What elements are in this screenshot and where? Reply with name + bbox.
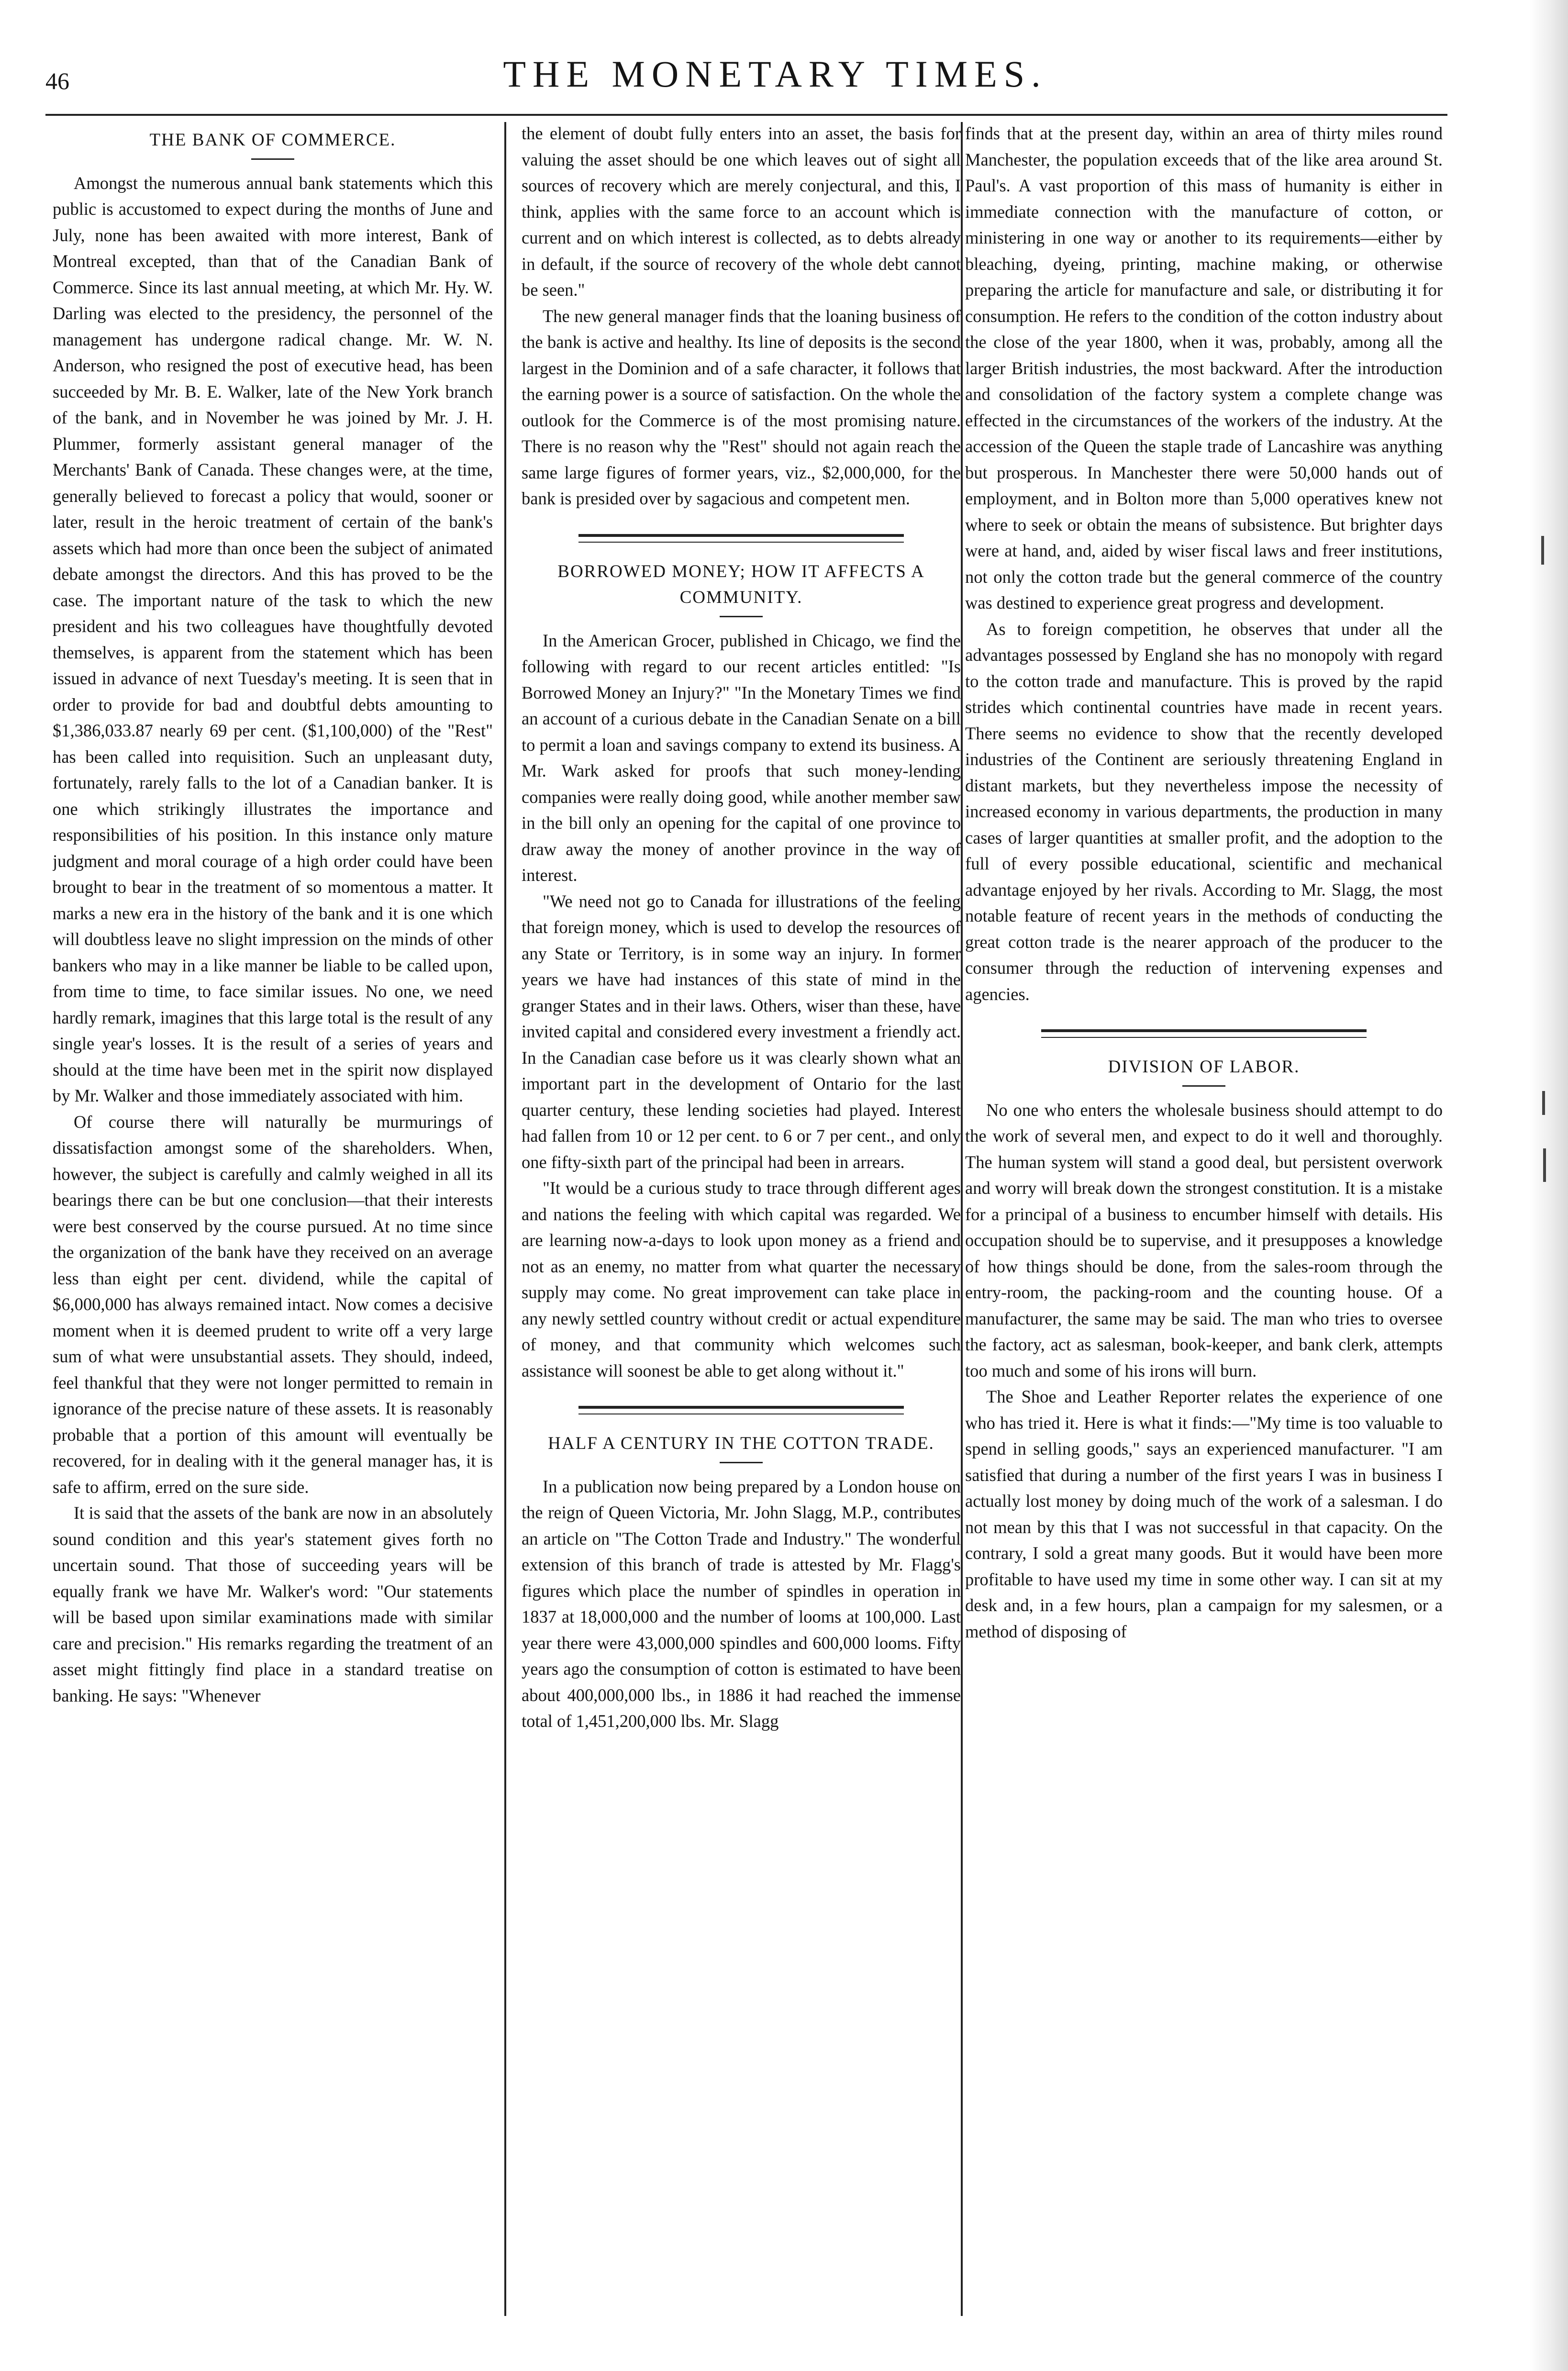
column-2 — [522, 121, 961, 2322]
page-edge-mark — [1543, 1148, 1546, 1182]
heading-rule — [1182, 1085, 1225, 1087]
paragraph: In a publication now being prepared by a London house on the reign of Queen Victoria, Mr. John Slagg, M.P., contributes an article on "The Cotton Trade and Industry." The wonderful extension of this branch of trade is attested by Mr. Flagg's figures which place the number of spindles in operation in 1837 at 18,000,000 and the number of looms at 100,000. Last year there were 43,000,000 spindles and 600,000 looms. Fifty years ago the consumption of cotton is estimated to have been about 400,000,000 lbs., in 1886 it had reached the immense total of 1,451,200,000 lbs. Mr. Slagg — [522, 1476, 961, 1731]
paragraph: "We need not go to Canada for illustrations of the feeling that foreign money, which is used to develop the resources of any State or Territory, is in some way an injury. In former years we have had instances of this state of mind in the granger States and in their laws. Others, wiser than these, have invited capital and considered every investment a friendly act. In the Canadian case before us it was clearly shown what an important part in the development of Ontario for the last quarter century, these lending societies had played. Interest had fallen from 10 or 12 per cent. to 6 or 7 per cent., and only one fifty-sixth part of the principal had been in arrears. — [522, 891, 961, 1172]
page-number: 46 — [45, 67, 69, 94]
paragraph: Of course there will naturally be murmurings of dissatisfaction amongst some of the shareholders. When, however, the subject is carefully and calmly weighed in all its bearings there can be but one conclusion—that their interests were best conserved by the course pursued. At no time since the organization of the bank have they received on an average less than eight per cent. dividend, while the capital of $6,000,000 has always remained intact. Now comes a decisive moment when it is deemed prudent to write off a very large sum of what were unsubstantial assets. They should, indeed, feel thankful that they were not longer permitted to remain in ignorance of the precise nature of these assets. It is reasonably probable that a portion of this amount will eventually be recovered, for in dealing with it the general manager has, it is safe to affirm, erred on the sure side. — [53, 1112, 493, 1497]
heading-rule — [251, 158, 294, 160]
heading-rule — [720, 1462, 763, 1463]
paragraph: The Shoe and Leather Reporter relates the experience of one who has tried it. Here is what it finds:—"My time is too valuable to spend in selling goods," says an experienced manufacturer. "I am satisfied that during a number of the first years I was in business I actually lost money by doing much of the work of a salesman. I do not mean by this that I was not successful in that capacity. On the contrary, I sold a great many goods. But it would have been more profitable to have used my time in some other way. I can sit at my desk and, in a few hours, plan a campaign for my salesmen, or a method of disposing of — [965, 1387, 1443, 1641]
paragraph: It is said that the assets of the bank are now in an absolutely sound condition and this year's statement gives forth no uncertain sound. That those of succeeding years will be equally frank we have Mr. Walker's word: "Our statements will be based upon similar examinations made with similar care and precision." His remarks regarding the treatment of an asset might fittingly find place in a standard treatise on banking. He says: "Whenever — [53, 1503, 493, 1705]
paragraph: No one who enters the wholesale business should attempt to do the work of several men, and expect to do it well and thoroughly. The human system will stand a good deal, but persistent overwork and worry will break down the strongest constitution. It is a mistake for a principal of a business to encumber himself with details. His occupation should be to supervise, and it presupposes a knowledge of how things should be done, from the sales-room through the entry-room, the packing-room and the counting house. Of a manufacturer, the same may be said. The man who tries to oversee the factory, act as salesman, book-keeper, and bank clerk, attempts too much and some of his irons will burn. — [965, 1100, 1443, 1380]
masthead-title: THE MONETARY TIMES. — [503, 53, 1047, 95]
section-divider — [578, 1406, 904, 1414]
section-divider — [1041, 1029, 1367, 1038]
column-3 — [965, 121, 1443, 2322]
paragraph: As to foreign competition, he observes that under all the advantages possessed by England she has no monopoly with regard to the cotton trade and manufacture. This is proved by the rapid strides which continental countries have made in recent years. There seems no evidence to show that the recently developed industries of the Continent are seriously threatening England in distant markets, but they nevertheless impose the necessity of increased economy in various departments, the production in many cases of larger quantities at smaller profit, and the adoption to the full of every possible educational, scientific and mechanical advantage enjoyed by her rivals. According to Mr. Slagg, the most notable feature of recent years in the methods of conducting the great cotton trade is the nearer approach of the producer to the consumer through the reduction of intervening expenses and agencies. — [965, 619, 1443, 1004]
paragraph: The new general manager finds that the loaning business of the bank is active and healthy. Its line of deposits is the second largest in the Dominion and of a safe character, it follows that the earning power is a source of satisfaction. On the whole the outlook for the Commerce is of the most promising nature. There is no reason why the "Rest" should not again reach the same large figures of former years, viz., $2,000,000, for the bank is presided over by sagacious and competent men. — [522, 306, 961, 508]
header-rule — [45, 114, 1447, 116]
section-divider — [578, 534, 904, 543]
paragraph: the element of doubt fully enters into an asset, the basis for valuing the asset should be one which leaves out of sight all sources of recovery which are merely conjectural, and this, I think, applies with the same force to an account which is current and on which interest is collected, as to debts already in default, if the source of recovery of the whole debt cannot be seen." — [522, 123, 961, 300]
paragraph: "It would be a curious study to trace through different ages and nations the feeling with which capital was regarded. We are learning now-a-days to look upon money as a friend and not as an enemy, no matter from what quarter the necessary supply may come. No great improvement can take place in any newly settled country without credit or actual expenditure of money, and that community which welcomes such assistance will soonest be able to get along without it." — [522, 1178, 961, 1380]
article-heading-bank-of-commerce: THE BANK OF COMMERCE. — [149, 130, 396, 150]
article-heading-cotton-trade: HALF A CENTURY IN THE COTTON TRADE. — [548, 1434, 934, 1453]
column-1 — [53, 121, 493, 2322]
article-heading-division-of-labor: DIVISION OF LABOR. — [1108, 1057, 1300, 1077]
paragraph: Amongst the numerous annual bank statements which this public is accustomed to expect during the months of June and July, none has been awaited with more interest, Bank of Montreal excepted, than that of the Canadian Bank of Commerce. Since its last annual meeting, at which Mr. Hy. W. Darling was elected to the presidency, the personnel of the management has undergone radical change. Mr. W. N. Anderson, who resigned the post of executive head, has been succeeded by Mr. B. E. Walker, late of the New York branch of the bank, and in November he was joined by Mr. J. H. Plummer, formerly assistant general manager of the Merchants' Bank of Canada. These changes were, at the time, generally believed to forecast a policy that would, sooner or later, result in the heroic treatment of certain of the bank's assets which had more than once been the subject of animated debate amongst the directors. And this has proved to be the case. The important nature of the task to which the new president and his two colleagues have thoughtfully devoted themselves, is apparent from the statement which has been issued in advance of next Tuesday's meeting. It is seen that in order to provide for bad and doubtful debts amounting to $1,386,033.87 nearly 69 per cent. ($1,100,000) of the "Rest" has been called into requisition. Such an unpleasant duty, fortunately, rarely falls to the lot of a Canadian banker. It is one which strikingly illustrates the importance and responsibilities of his position. In this instance only mature judgment and moral courage of a high order could have been brought to bear in the treatment of so momentous a matter. It marks a new era in the history of the bank and it is one which will doubtless leave no slight impression on the minds of other bankers who may in a like manner be liable to be called upon, from time to time, to face similar issues. No one, we need hardly remark, imagines that this large total is the result of any single year's losses. It is the result of a series of years and should at the time have been met in the spirit now displayed by Mr. Walker and those immediately associated with him. — [53, 173, 493, 1105]
page-edge-mark — [1542, 1091, 1545, 1115]
paragraph: finds that at the present day, within an area of thirty miles round Manchester, the population exceeds that of the like area around St. Paul's. A vast proportion of this mass of humanity is either in immediate connection with the manufacture of cotton, or ministering in one way or another to its requirements—either by bleaching, dyeing, printing, machine making, or otherwise preparing the article for manufacture and sale, or distributing it for consumption. He refers to the condition of the cotton industry about the close of the year 1800, when it was, probably, among all the larger British industries, the most backward. After the introduction and consolidation of the factory system a complete change was effected in the circumstances of the workers of the industry. At the accession of the Queen the staple trade of Lancashire was anything but prosperous. In Manchester there were 50,000 hands out of employment, and in Bolton more than 5,000 operatives knew not where to seek or obtain the means of subsistence. But brighter days were at hand, and, aided by wiser fiscal laws and freer institutions, not only the cotton trade but the general commerce of the country was destined to experience great progress and development. — [965, 123, 1443, 612]
heading-rule — [720, 616, 763, 617]
column-divider-1 — [504, 122, 506, 2316]
page-edge-shadow — [1530, 0, 1568, 2371]
paragraph: In the American Grocer, published in Chicago, we find the following with regard to our recent articles entitled: "Is Borrowed Money an Injury?" "In the Monetary Times we find an account of a curious debate in the Canadian Senate on a bill to permit a loan and savings company to extend its business. A Mr. Wark asked for proofs that such money-lending companies were really doing good, while another member saw in the bill only an opening for the capital of one province to draw away the money of another province in the way of interest. — [522, 630, 961, 885]
article-heading-borrowed-money: BORROWED MONEY; HOW IT AFFECTS A COMMUNITY. — [557, 561, 925, 607]
page-edge-mark — [1541, 536, 1544, 565]
column-divider-2 — [961, 122, 963, 2316]
